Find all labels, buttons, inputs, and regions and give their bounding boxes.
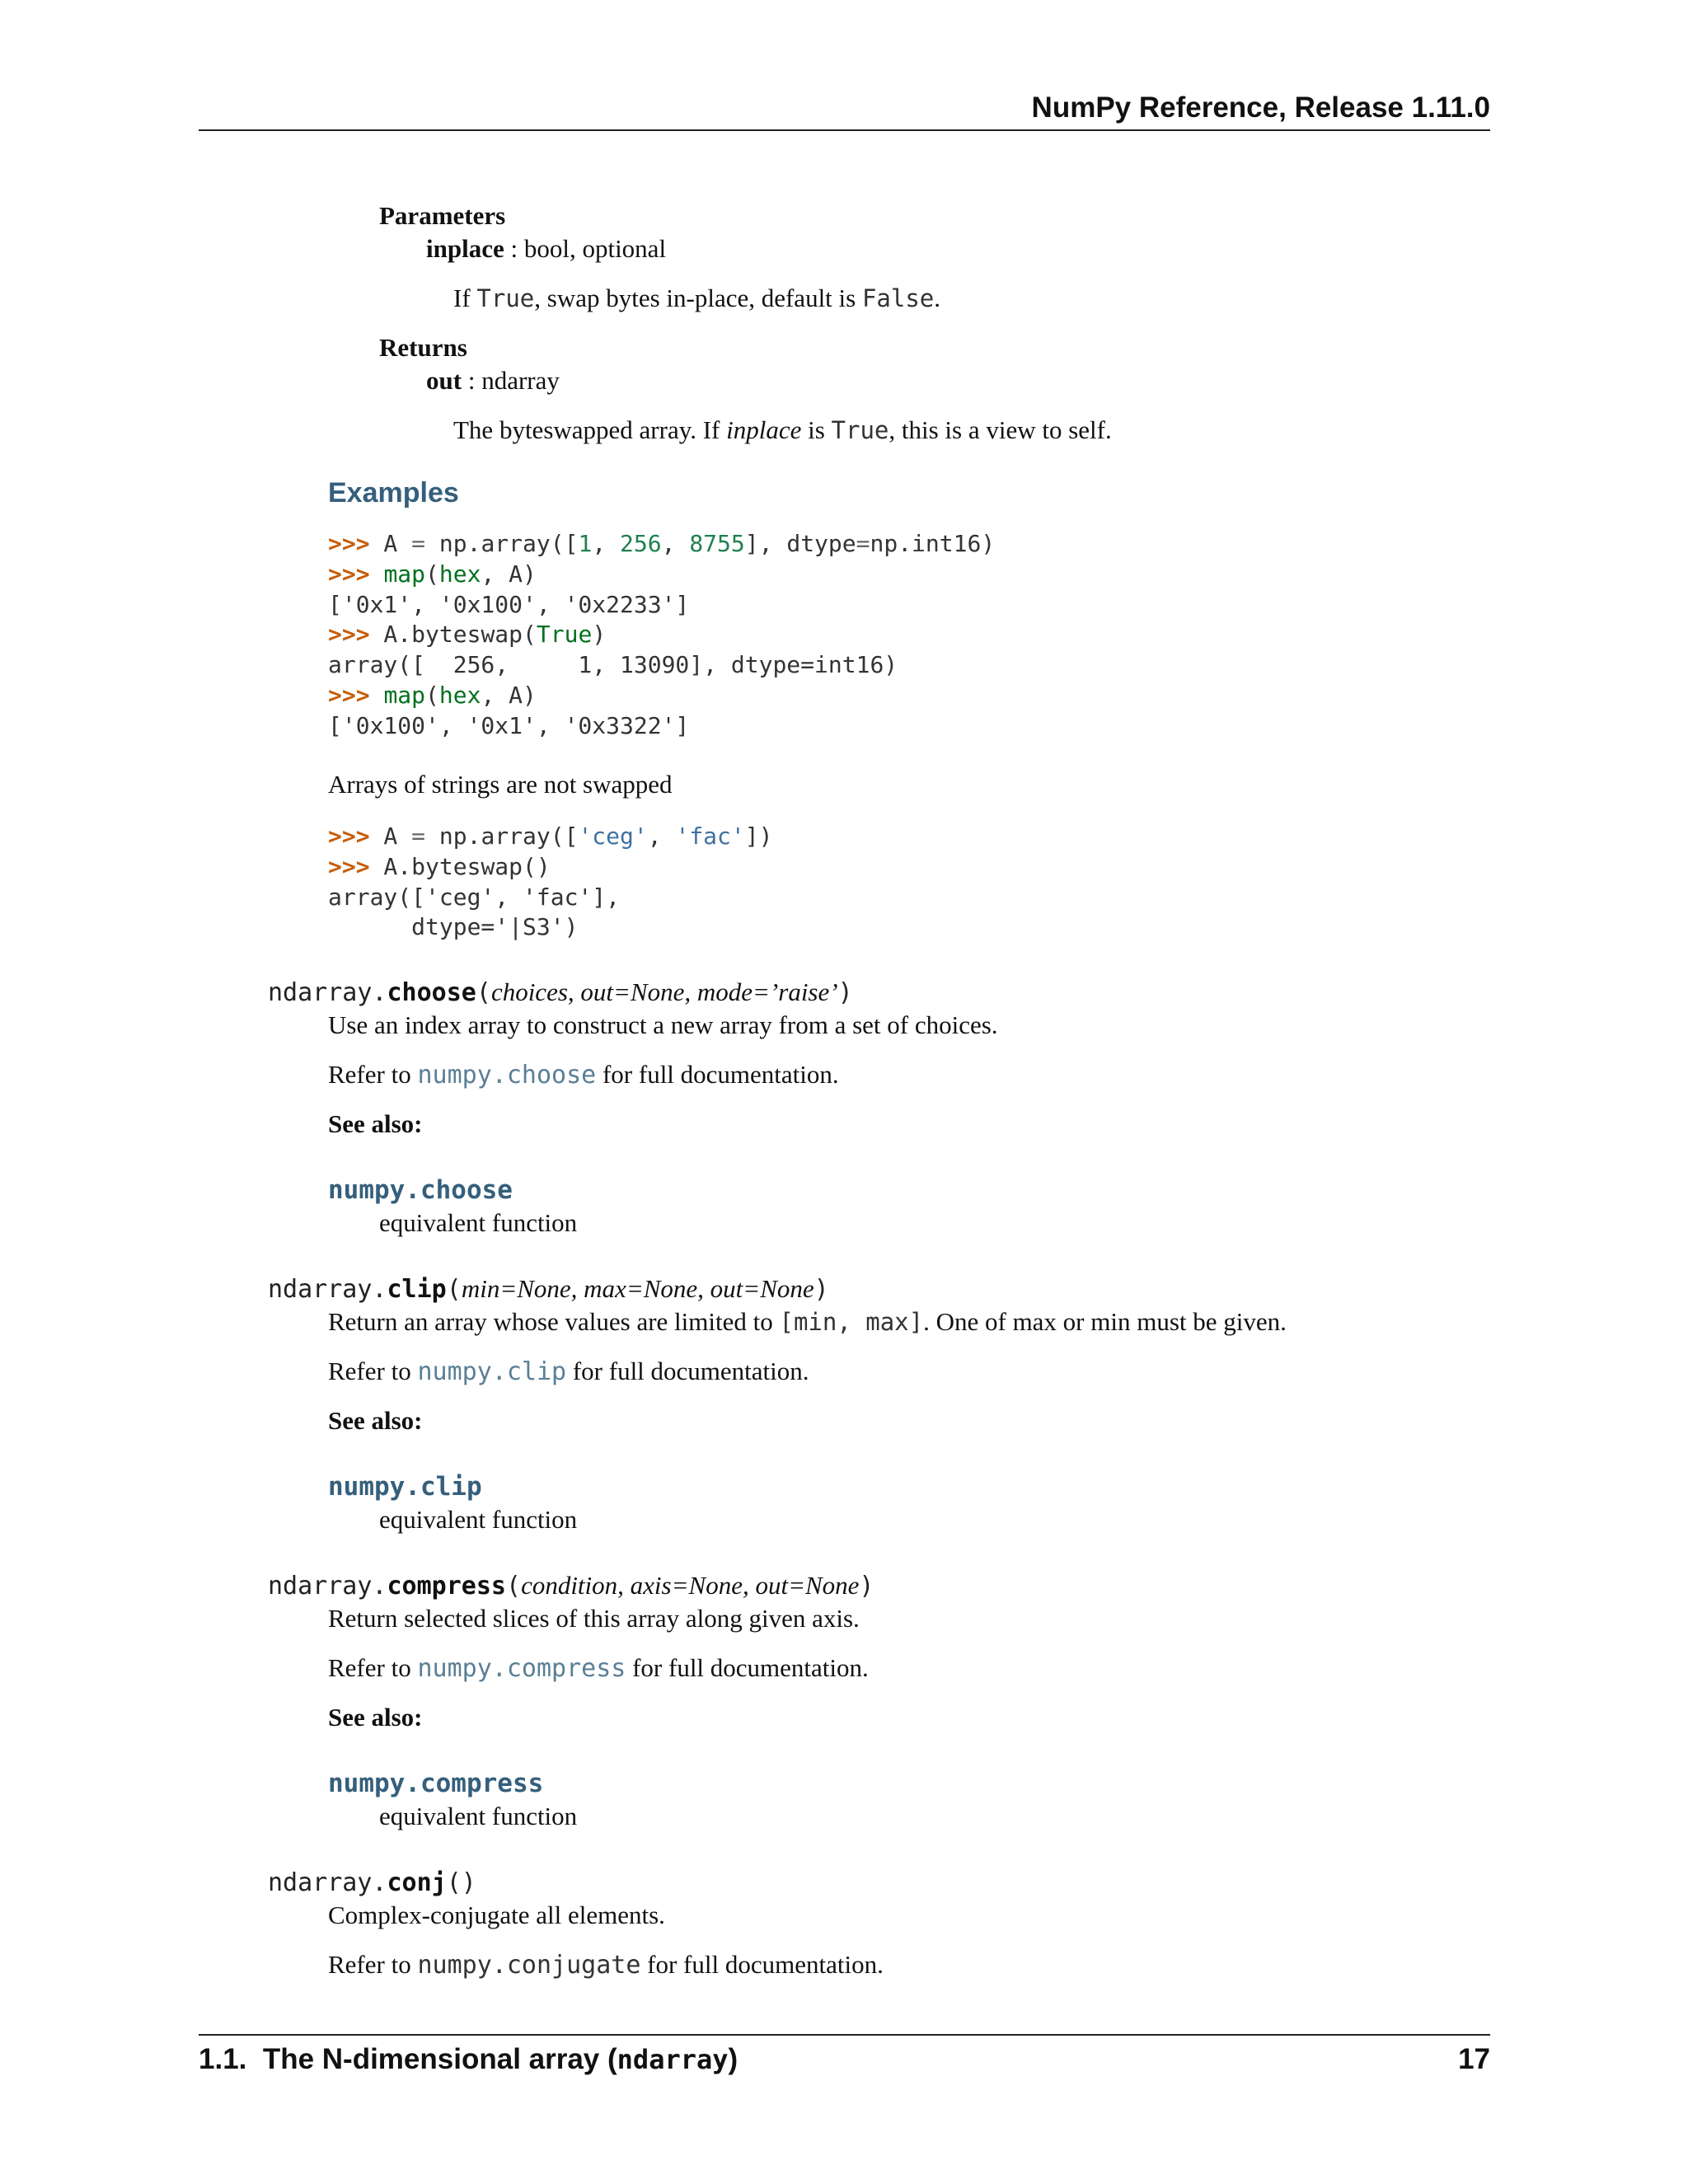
compress-summary: Return selected slices of this array along given axis. <box>328 1604 860 1633</box>
seealso-link-numpy-clip[interactable]: numpy.clip <box>328 1472 482 1502</box>
header-rule <box>199 129 1490 131</box>
code: np.array([ <box>425 823 579 850</box>
prompt: >>> <box>328 823 370 850</box>
text: for full documentation. <box>566 1357 809 1385</box>
text: is <box>801 415 832 444</box>
sig-prefix: ndarray. <box>268 1275 387 1304</box>
code-number: 8755 <box>689 530 745 557</box>
choose-seealso-label: See also: <box>328 1109 423 1138</box>
param-name: inplace <box>426 234 504 263</box>
code-builtin: map <box>383 681 426 709</box>
code: ( <box>425 560 439 588</box>
code: A.byteswap( <box>369 621 537 649</box>
running-header: NumPy Reference, Release 1.11.0 <box>1031 91 1490 124</box>
text: . <box>934 284 941 312</box>
code-string: 'fac' <box>675 823 745 850</box>
compress-seealso-desc: equivalent function <box>379 1802 578 1830</box>
parameters-label: Parameters <box>379 201 506 230</box>
conj-summary: Complex-conjugate all elements. <box>328 1900 665 1929</box>
code-builtin: map <box>383 560 426 588</box>
sig-prefix: ndarray. <box>268 978 387 1007</box>
examples-heading: Examples <box>328 477 459 509</box>
return-type: : ndarray <box>462 366 560 395</box>
text: If <box>453 284 477 312</box>
link-numpy-choose[interactable]: numpy.choose <box>417 1061 597 1090</box>
code-output: array(['ceg', 'fac'], <box>328 883 621 911</box>
code-output: array([ 256, 1, 13090], dtype=int16) <box>328 651 898 679</box>
code: np.int16) <box>870 530 996 557</box>
code-builtin: hex <box>438 560 481 588</box>
conj-refer <box>328 1948 884 1981</box>
signature-conj <box>268 1866 476 1899</box>
code: A.byteswap() <box>369 852 551 880</box>
code-output: dtype='|S3') <box>328 913 579 941</box>
clip-summary <box>328 1305 1287 1338</box>
sig-name: choose <box>387 978 476 1007</box>
compress-seealso-link[interactable] <box>328 1767 543 1800</box>
running-footer <box>199 2041 1490 2079</box>
signature-clip <box>268 1272 829 1305</box>
text: for full documentation. <box>596 1060 839 1089</box>
code: , A) <box>481 560 537 588</box>
sig-args: min=None, max=None, out=None <box>461 1274 814 1303</box>
code: ], dtype <box>744 530 856 557</box>
strings-note: Arrays of strings are not swapped <box>328 770 673 799</box>
clip-seealso-desc: equivalent function <box>379 1505 578 1534</box>
sig-paren: ( <box>446 1275 462 1304</box>
code: , A) <box>481 681 537 709</box>
return-description <box>453 414 1112 447</box>
seealso-link-numpy-compress[interactable]: numpy.compress <box>328 1769 544 1798</box>
text: , swap bytes in-place, default is <box>534 284 862 312</box>
inline-code-true: True <box>476 284 535 312</box>
code-output: ['0x1', '0x100', '0x2233'] <box>328 590 690 618</box>
code-builtin: True <box>536 621 593 649</box>
code-builtin: hex <box>438 681 481 709</box>
compress-refer <box>328 1652 869 1685</box>
code: ( <box>425 681 439 709</box>
clip-refer <box>328 1355 809 1388</box>
code: = <box>856 530 870 557</box>
code: ]) <box>744 823 773 850</box>
clip-seealso-link[interactable] <box>328 1470 482 1503</box>
inline-code-false: False <box>861 284 935 312</box>
prompt: >>> <box>328 621 370 649</box>
text: Refer to <box>328 1060 418 1089</box>
inline-code-min-max: [min, max] <box>779 1308 924 1336</box>
sig-paren: ) <box>859 1572 874 1601</box>
code: = <box>411 530 426 557</box>
compress-seealso-label: See also: <box>328 1703 423 1732</box>
text: for full documentation. <box>626 1653 869 1682</box>
sig-prefix: ndarray. <box>268 1868 387 1897</box>
sig-args: condition, axis=None, out=None <box>521 1571 860 1600</box>
sig-paren: () <box>446 1868 476 1897</box>
footer-section <box>199 2041 738 2079</box>
choose-refer <box>328 1058 839 1091</box>
link-numpy-clip[interactable]: numpy.clip <box>417 1357 567 1386</box>
return-out <box>426 364 560 397</box>
code-string: 'ceg' <box>578 823 648 850</box>
code: , <box>661 530 690 557</box>
text: The byteswapped array. If <box>453 415 727 444</box>
footer-code: ndarray <box>617 2044 729 2075</box>
sig-prefix: ndarray. <box>268 1572 387 1601</box>
text: Refer to <box>328 1357 418 1385</box>
link-numpy-conjugate[interactable]: numpy.conjugate <box>417 1951 641 1980</box>
text: ) <box>728 2043 738 2075</box>
code: = <box>411 823 426 850</box>
sig-paren: ( <box>476 978 491 1007</box>
inline-code-true: True <box>831 416 889 444</box>
signature-compress <box>268 1569 874 1602</box>
footer-rule <box>199 2034 1490 2036</box>
sig-name: compress <box>387 1572 506 1601</box>
text: . One of max or min must be given. <box>923 1307 1287 1336</box>
link-numpy-compress[interactable]: numpy.compress <box>417 1654 626 1683</box>
text: Refer to <box>328 1653 418 1682</box>
code: A <box>369 530 412 557</box>
param-description <box>453 282 940 315</box>
code: ) <box>592 621 607 649</box>
sig-paren: ) <box>814 1275 829 1304</box>
code-example-strings <box>328 822 772 943</box>
sig-name: conj <box>387 1868 447 1897</box>
text: 1.1. The N-dimensional array ( <box>199 2043 617 2075</box>
returns-label: Returns <box>379 333 467 362</box>
emphasis: inplace <box>726 415 802 444</box>
page-number: 17 <box>1458 2043 1490 2075</box>
prompt: >>> <box>328 681 370 709</box>
code: , <box>592 530 621 557</box>
text: Return an array whose values are limited to <box>328 1307 780 1336</box>
choose-seealso-link[interactable] <box>328 1174 513 1207</box>
param-inplace <box>426 232 666 265</box>
prompt: >>> <box>328 530 370 557</box>
code-output: ['0x100', '0x1', '0x3322'] <box>328 711 690 739</box>
choose-summary: Use an index array to construct a new array from a set of choices. <box>328 1010 998 1039</box>
seealso-link-numpy-choose[interactable]: numpy.choose <box>328 1175 513 1205</box>
choose-seealso-desc: equivalent function <box>379 1208 578 1237</box>
sig-paren: ) <box>837 978 853 1007</box>
code-number: 256 <box>620 530 662 557</box>
text: Refer to <box>328 1950 418 1979</box>
signature-choose <box>268 976 853 1009</box>
sig-args: choices, out=None, mode=’raise’ <box>490 977 838 1006</box>
sig-name: clip <box>387 1275 447 1304</box>
code-number: 1 <box>578 530 593 557</box>
prompt: >>> <box>328 560 370 588</box>
text: for full documentation. <box>640 1950 884 1979</box>
code: , <box>647 823 676 850</box>
prompt: >>> <box>328 852 370 880</box>
code-example-byteswap <box>328 529 995 742</box>
return-name: out <box>426 366 462 395</box>
code: np.array([ <box>425 530 579 557</box>
code: A <box>369 823 412 850</box>
text: , this is a view to self. <box>889 415 1112 444</box>
sig-paren: ( <box>506 1572 522 1601</box>
clip-seealso-label: See also: <box>328 1406 423 1435</box>
param-type: : bool, optional <box>504 234 667 263</box>
